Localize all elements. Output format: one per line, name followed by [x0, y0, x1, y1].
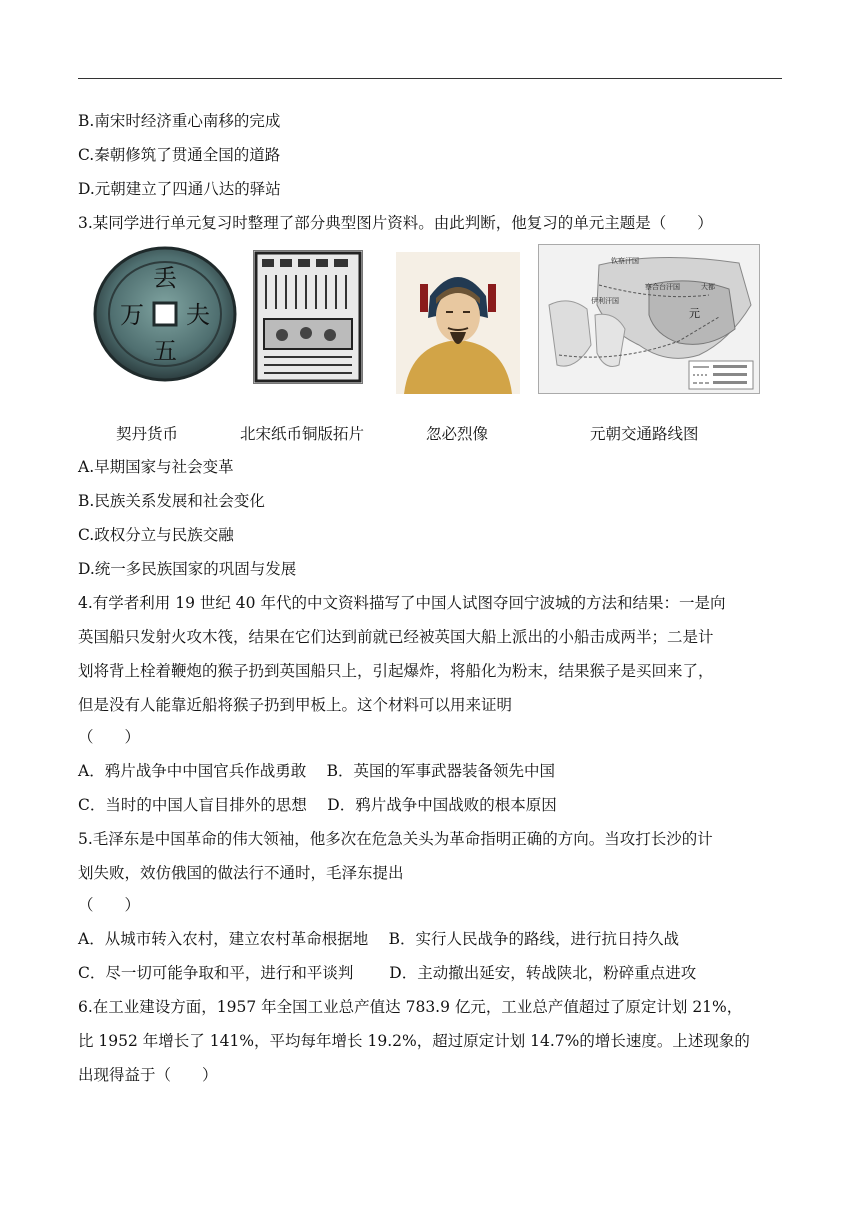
q4-options-ab: A．鸦片战争中中国官兵作战勇敢 B．英国的军事武器装备领先中国	[78, 762, 556, 780]
option-c: C.秦朝修筑了贯通全国的道路	[78, 146, 281, 164]
q3-option-c: C.政权分立与民族交融	[78, 526, 234, 544]
coin-char-top: 丢	[153, 264, 177, 292]
q3-option-d: D.统一多民族国家的巩固与发展	[78, 560, 297, 578]
map-label-dadu: 大都	[701, 283, 715, 291]
option-b: B.南宋时经济重心南移的完成	[78, 112, 281, 130]
caption-yuan-map: 元朝交通路线图	[590, 425, 699, 443]
map-label-kipchak: 钦察汗国	[611, 257, 639, 265]
q4-answer-blank: （ ）	[78, 728, 141, 746]
coin-char-right: 夫	[186, 301, 210, 329]
map-label-chagatai: 察合台汗国	[645, 283, 680, 291]
question-6-line-3: 出现得益于（ ）	[78, 1066, 218, 1084]
khitan-coin-image	[90, 244, 240, 384]
q5-options-ab: A．从城市转入农村，建立农村革命根据地 B．实行人民战争的路线，进行抗日持久战	[78, 930, 680, 948]
coin-char-bottom: 五	[153, 337, 177, 365]
question-4-line-2: 英国船只发射火攻木筏，结果在它们达到前就已经被英国大船上派出的小船击成两半；二是计	[78, 628, 714, 646]
q5-options-cd: C．尽一切可能争取和平，进行和平谈判 D．主动撤出延安，转战陕北，粉碎重点进攻	[78, 964, 697, 982]
map-label-yuan: 元	[689, 307, 700, 320]
q5-answer-blank: （ ）	[78, 896, 141, 914]
q4-options-cd: C．当时的中国人盲目排外的思想 D．鸦片战争中国战败的根本原因	[78, 796, 557, 814]
option-d: D.元朝建立了四通八达的驿站	[78, 180, 281, 198]
question-3: 3.某同学进行单元复习时整理了部分典型图片资料。由此判断，他复习的单元主题是（ ）	[78, 214, 713, 232]
song-paper-money-rubbing-image	[253, 250, 363, 384]
map-label-ilkhanate: 伊利汗国	[591, 297, 619, 305]
question-4-line-3: 划将背上栓着鞭炮的猴子扔到英国船只上，引起爆炸，将船化为粉末，结果猴子是买回来了，	[78, 662, 714, 680]
question-5-line-2: 划失败，效仿俄国的做法行不通时，毛泽东提出	[78, 864, 404, 882]
question-5-line-1: 5.毛泽东是中国革命的伟大领袖，他多次在危急关头为革命指明正确的方向。当攻打长沙的计	[78, 830, 713, 848]
header-rule	[78, 78, 782, 79]
yuan-transport-routes-map-image	[538, 244, 760, 394]
question-4-line-4: 但是没有人能靠近船将猴子扔到甲板上。这个材料可以用来证明	[78, 696, 513, 714]
question-6-line-1: 6.在工业建设方面，1957 年全国工业总产值达 783.9 亿元，工业总产值超过了原定计划 21%，	[78, 998, 743, 1016]
q3-option-a: A.早期国家与社会变革	[78, 458, 234, 476]
caption-khitan-coin: 契丹货币	[116, 425, 179, 443]
question-6-line-2: 比 1952 年增长了 141%，平均每年增长 19.2%，超过原定计划 14.7%的增长速度。上述现象的	[78, 1032, 750, 1050]
caption-paper-money: 北宋纸币铜版拓片	[240, 425, 365, 443]
coin-char-left: 万	[120, 301, 144, 329]
q3-option-b: B.民族关系发展和社会变化	[78, 492, 265, 510]
question-4-line-1: 4.有学者利用 19 世纪 40 年代的中文资料描写了中国人试图夺回宁波城的方法和结果：一是向	[78, 594, 726, 612]
kublai-khan-portrait-image	[396, 252, 520, 394]
caption-kublai: 忽必烈像	[426, 425, 489, 443]
